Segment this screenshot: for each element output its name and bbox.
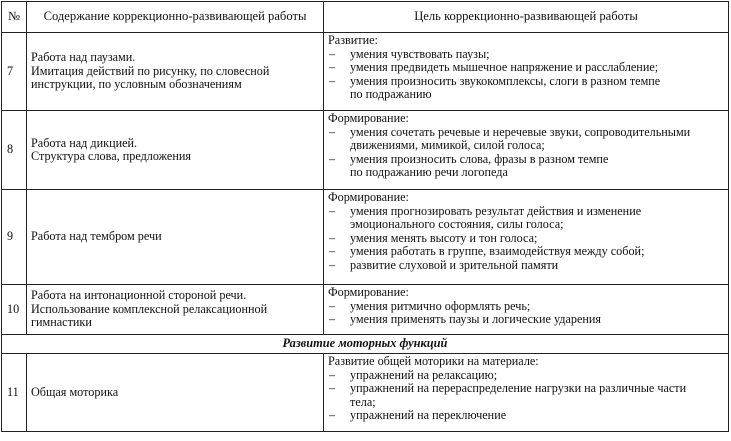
dash-bullet: – <box>329 124 336 139</box>
content-line: Работа над тембром речи <box>31 229 162 244</box>
table-row-8 <box>2 111 729 190</box>
content-line: гимнастики <box>31 315 92 330</box>
row-number: 10 <box>2 285 27 335</box>
goal-item-text: по подражанию <box>350 87 432 101</box>
table-header-row <box>2 2 729 33</box>
work-goal-cell <box>324 33 729 111</box>
goal-item-text: тела; <box>350 394 376 409</box>
table-row-11 <box>2 354 729 432</box>
goal-item-text: умения менять высоту и тон голоса; <box>350 230 538 245</box>
content-line: Работа на интонационной стороной речи. <box>31 288 247 303</box>
goal-list-item <box>328 126 725 153</box>
goal-item-text: эмоционального состояния, силы голоса; <box>350 217 564 231</box>
dash-bullet: – <box>329 203 336 218</box>
correction-work-table <box>1 1 729 432</box>
content-line: инструкции, по условным обозначениям <box>31 77 242 92</box>
work-content-cell <box>27 111 324 190</box>
goal-list-item <box>328 75 725 102</box>
dash-bullet: – <box>329 257 336 272</box>
dash-bullet: – <box>329 408 336 422</box>
goal-list-item <box>328 153 725 180</box>
goal-item-text: упражнений на переключение <box>350 408 507 422</box>
dash-bullet: – <box>329 367 336 382</box>
work-content-cell <box>27 354 324 432</box>
table-row-9 <box>2 190 729 285</box>
table-row-10 <box>2 285 729 335</box>
goal-item-text: умения произносить слова, фразы в разном темпе <box>350 151 609 166</box>
content-line: Имитация действий по рисунку, по словесной <box>31 63 270 78</box>
row-number: 8 <box>2 111 27 190</box>
section-title: Развитие моторных функций <box>2 335 729 354</box>
work-content-cell <box>27 190 324 285</box>
goal-title: Формирование: <box>328 285 409 299</box>
work-goal-cell <box>324 354 729 432</box>
goal-item-text: умения работать в группе, взаимодействуя между собой; <box>350 244 645 258</box>
dash-bullet: – <box>329 60 336 74</box>
goal-item-text: умения предвидеть мышечное напряжение и расслабление; <box>350 60 659 74</box>
section-header-row <box>2 335 729 354</box>
goal-list-item <box>328 245 725 259</box>
work-content-cell <box>27 33 324 111</box>
work-goal-cell <box>324 111 729 190</box>
goal-title: Формирование: <box>328 111 409 125</box>
table-row-7 <box>2 33 729 111</box>
goal-list-item <box>328 409 725 423</box>
goal-item-text: движениями, мимикой, силой голоса; <box>350 138 545 152</box>
goal-list-item <box>328 232 725 246</box>
row-number: 11 <box>2 354 27 432</box>
goal-list-item <box>328 259 725 273</box>
goal-title: Развитие: <box>328 33 378 47</box>
content-line: Общая моторика <box>31 384 119 399</box>
content-line: Работа над дикцией. <box>31 135 138 150</box>
dash-bullet: – <box>329 312 336 326</box>
goal-title: Развитие общей моторики на материале: <box>328 354 539 368</box>
goal-list-item <box>328 300 725 314</box>
goal-list-item <box>328 205 725 232</box>
dash-bullet: – <box>329 244 336 258</box>
goal-list-item <box>328 48 725 62</box>
dash-bullet: – <box>329 46 336 61</box>
content-line: Работа над паузами. <box>31 50 136 65</box>
goal-title: Формирование: <box>328 190 409 204</box>
row-number: 9 <box>2 190 27 285</box>
goal-item-text: упражнений на релаксацию; <box>350 367 498 382</box>
dash-bullet: – <box>329 298 336 313</box>
work-content-cell <box>27 285 324 335</box>
header-goal: Цель коррекционно-развивающей работы <box>324 2 729 33</box>
row-number: 7 <box>2 33 27 111</box>
goal-item-text: умения ритмично оформлять речь; <box>350 298 531 313</box>
goal-list-item <box>328 61 725 75</box>
work-goal-cell <box>324 190 729 285</box>
dash-bullet: – <box>329 151 336 166</box>
content-line: Использование комплексной релаксационной <box>31 301 268 316</box>
goal-item-text: умения чувствовать паузы; <box>350 46 490 61</box>
dash-bullet: – <box>329 73 336 88</box>
work-goal-cell <box>324 285 729 335</box>
header-content: Содержание коррекционно-развивающей работы <box>27 2 324 33</box>
goal-item-text: развитие слуховой и зрительной памяти <box>350 257 559 272</box>
goal-item-text: умения применять паузы и логические ударения <box>350 312 602 326</box>
goal-item-text: умения сочетать речевые и неречевые звуки, сопроводительными <box>350 124 691 139</box>
header-num: № <box>2 2 27 33</box>
goal-item-text: умения прогнозировать результат действия и изменение <box>350 203 642 218</box>
goal-item-text: умения произносить звукокомплексы, слоги в разном темпе <box>350 73 661 88</box>
goal-list-item <box>328 313 725 327</box>
dash-bullet: – <box>329 381 336 395</box>
goal-item-text: упражнений на перераспределение нагрузки на различные части <box>350 381 687 395</box>
goal-item-text: по подражанию речи логопеда <box>350 165 508 179</box>
dash-bullet: – <box>329 230 336 245</box>
goal-list-item <box>328 369 725 383</box>
content-line: Структура слова, предложения <box>31 149 191 163</box>
goal-list-item <box>328 382 725 409</box>
